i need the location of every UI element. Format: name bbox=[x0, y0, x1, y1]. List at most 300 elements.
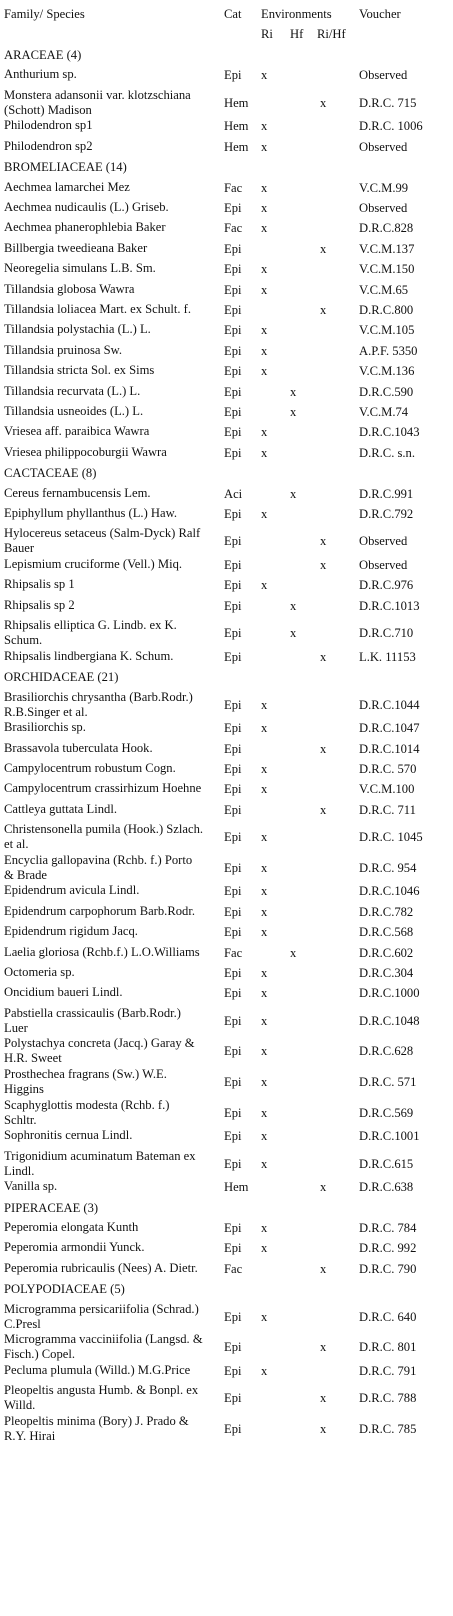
environment-mark: x bbox=[261, 1241, 268, 1256]
category-cell: Epi bbox=[224, 925, 242, 940]
species-name bbox=[4, 302, 220, 317]
species-name-line: Rhipsalis sp 1 bbox=[4, 577, 75, 592]
category-cell: Epi bbox=[224, 384, 242, 399]
species-name-line: Monstera adansonii var. klotzschiana bbox=[4, 87, 191, 102]
voucher-cell: D.R.C.1014 bbox=[359, 741, 420, 756]
table-row bbox=[0, 690, 453, 721]
table-row bbox=[0, 1240, 453, 1260]
voucher-cell: D.R.C.976 bbox=[359, 578, 414, 593]
environment-mark: x bbox=[261, 364, 268, 379]
category-cell: Epi bbox=[224, 762, 242, 776]
species-name bbox=[4, 1414, 220, 1444]
voucher-cell: V.C.M.137 bbox=[359, 241, 415, 256]
table-row bbox=[0, 1006, 453, 1037]
category-cell: Epi bbox=[224, 1105, 242, 1120]
species-name-line: et al. bbox=[4, 837, 29, 852]
environment-mark: x bbox=[261, 507, 268, 521]
table-row bbox=[0, 343, 453, 363]
category-cell: Epi bbox=[224, 507, 242, 521]
species-name-line: Philodendron sp1 bbox=[4, 118, 93, 133]
environment-mark: x bbox=[261, 323, 268, 338]
species-name-line: Tillandsia loliacea Mart. ex Schult. f. bbox=[4, 302, 192, 316]
voucher-cell: D.R.C.1013 bbox=[359, 598, 420, 613]
category-cell: Epi bbox=[224, 364, 242, 379]
table-row bbox=[0, 1179, 453, 1199]
environment-mark: x bbox=[320, 1421, 327, 1436]
voucher-cell: D.R.C. 711 bbox=[359, 802, 416, 817]
table-row bbox=[0, 741, 453, 761]
environment-mark: x bbox=[261, 1013, 268, 1028]
environment-mark: x bbox=[290, 598, 297, 613]
table-row bbox=[0, 1414, 453, 1445]
species-name-line: Lindl. bbox=[4, 1163, 35, 1178]
environment-mark: x bbox=[290, 384, 297, 399]
table-row bbox=[0, 557, 453, 577]
voucher-cell: D.R.C.710 bbox=[359, 626, 414, 641]
environment-mark: x bbox=[320, 1391, 327, 1406]
table-row bbox=[0, 1363, 453, 1383]
table-row bbox=[0, 598, 453, 618]
species-name bbox=[4, 1302, 220, 1332]
species-name bbox=[4, 1098, 220, 1128]
species-name-line: Brasiliorchis chrysantha (Barb.Rodr.) bbox=[4, 689, 193, 704]
species-name-line: Bauer bbox=[4, 541, 35, 556]
environment-mark: x bbox=[261, 1221, 268, 1235]
voucher-cell: D.R.C.1047 bbox=[359, 721, 420, 736]
species-name bbox=[4, 853, 220, 883]
species-name-line: Tillandsia pruinosa Sw. bbox=[4, 342, 123, 357]
category-cell: Epi bbox=[224, 884, 242, 899]
species-name bbox=[4, 985, 220, 1000]
voucher-cell: D.R.C.615 bbox=[359, 1156, 414, 1171]
voucher-cell: D.R.C. s.n. bbox=[359, 445, 415, 460]
species-name-line: Rhipsalis lindbergiana K. Schum. bbox=[4, 648, 174, 663]
species-name-line: Microgramma vacciniifolia (Langsd. & bbox=[4, 1332, 203, 1347]
category-cell: Epi bbox=[224, 445, 242, 460]
species-name-line: Rhipsalis sp 2 bbox=[4, 597, 75, 612]
species-name-line: Microgramma persicariifolia (Schrad.) bbox=[4, 1301, 199, 1316]
species-name bbox=[4, 67, 220, 82]
voucher-cell: L.K. 11153 bbox=[359, 649, 416, 664]
environment-mark: x bbox=[261, 262, 268, 277]
species-name-line: Cereus fernambucensis Lem. bbox=[4, 485, 151, 500]
category-cell: Epi bbox=[224, 282, 242, 297]
table-row bbox=[0, 649, 453, 669]
table-row bbox=[0, 1383, 453, 1414]
voucher-cell: D.R.C. 992 bbox=[359, 1241, 417, 1256]
category-cell: Epi bbox=[224, 966, 242, 980]
environment-mark: x bbox=[261, 966, 268, 980]
species-name bbox=[4, 118, 220, 133]
species-name bbox=[4, 618, 220, 648]
environment-mark: x bbox=[261, 1105, 268, 1120]
species-name-line: Epidendrum avicula Lindl. bbox=[4, 883, 140, 898]
table-row bbox=[0, 965, 453, 985]
species-name bbox=[4, 1261, 220, 1276]
environment-mark: x bbox=[261, 860, 268, 875]
category-cell: Fac bbox=[224, 945, 243, 960]
species-name-line: Trigonidium acuminatum Bateman ex bbox=[4, 1148, 196, 1163]
environment-mark: x bbox=[261, 697, 268, 712]
species-name-line: Tillandsia recurvata (L.) L. bbox=[4, 383, 141, 398]
environment-mark: x bbox=[261, 343, 268, 358]
voucher-cell: V.C.M.150 bbox=[359, 262, 415, 277]
environment-mark: x bbox=[261, 445, 268, 460]
category-cell: Epi bbox=[224, 1075, 242, 1089]
environment-mark: x bbox=[261, 1156, 268, 1171]
environment-mark: x bbox=[320, 303, 327, 317]
species-name bbox=[4, 282, 220, 297]
table-row bbox=[0, 67, 453, 87]
column-header-environments: Environments bbox=[261, 7, 332, 21]
species-name bbox=[4, 781, 220, 796]
species-name bbox=[4, 598, 220, 613]
table-row bbox=[0, 720, 453, 740]
voucher-cell: D.R.C.1048 bbox=[359, 1013, 420, 1028]
species-name-line: Pleopeltis angusta Humb. & Bonpl. ex bbox=[4, 1383, 199, 1398]
species-name-line: Oncidium baueri Lindl. bbox=[4, 985, 123, 1000]
voucher-cell: D.R.C.792 bbox=[359, 507, 414, 521]
species-name bbox=[4, 1036, 220, 1066]
category-cell: Epi bbox=[224, 860, 242, 875]
category-cell: Epi bbox=[224, 782, 242, 797]
voucher-cell: D.R.C.1043 bbox=[359, 425, 420, 440]
category-cell: Epi bbox=[224, 1129, 242, 1144]
species-name-line: Polystachya concreta (Jacq.) Garay & bbox=[4, 1036, 195, 1051]
species-name bbox=[4, 649, 220, 664]
species-name-line: Hylocereus setaceus (Salm-Dyck) Ralf bbox=[4, 526, 201, 541]
species-name-line: Vriesea philippocoburgii Wawra bbox=[4, 444, 167, 459]
environment-mark: x bbox=[261, 139, 268, 154]
species-name bbox=[4, 1067, 220, 1097]
species-name bbox=[4, 577, 220, 592]
environment-mark: x bbox=[261, 1309, 268, 1324]
species-name-line: Anthurium sp. bbox=[4, 67, 77, 82]
environment-mark: x bbox=[261, 1044, 268, 1059]
table-row bbox=[0, 985, 453, 1005]
family-name: ARACEAE (4) bbox=[4, 48, 82, 62]
voucher-cell: V.C.M.100 bbox=[359, 782, 415, 797]
environment-mark: x bbox=[261, 282, 268, 297]
voucher-cell: D.R.C.828 bbox=[359, 221, 414, 236]
voucher-cell: D.R.C. 790 bbox=[359, 1261, 417, 1276]
table-row bbox=[0, 781, 453, 801]
voucher-cell: V.C.M.105 bbox=[359, 323, 415, 338]
voucher-cell: D.R.C. 954 bbox=[359, 860, 417, 875]
category-cell: Epi bbox=[224, 1363, 242, 1378]
table-row bbox=[0, 822, 453, 853]
environment-mark: x bbox=[320, 95, 327, 110]
category-cell: Epi bbox=[224, 201, 242, 215]
family-name: POLYPODIACEAE (5) bbox=[4, 1282, 125, 1297]
voucher-cell: D.R.C. 788 bbox=[359, 1391, 417, 1406]
environment-mark: x bbox=[261, 904, 268, 919]
category-cell: Epi bbox=[224, 697, 242, 712]
voucher-cell: D.R.C. 570 bbox=[359, 762, 417, 776]
voucher-cell: D.R.C. 1045 bbox=[359, 830, 423, 845]
species-name bbox=[4, 526, 220, 556]
species-name-line: Cattleya guttata Lindl. bbox=[4, 801, 117, 816]
species-name-line: Schum. bbox=[4, 633, 43, 648]
species-name-line: Brassavola tuberculata Hook. bbox=[4, 740, 153, 755]
table-row bbox=[0, 445, 453, 465]
category-cell: Epi bbox=[224, 1013, 242, 1028]
environment-mark: x bbox=[261, 221, 268, 236]
species-name-line: Philodendron sp2 bbox=[4, 138, 93, 153]
table-row bbox=[0, 945, 453, 965]
environment-mark: x bbox=[290, 626, 297, 641]
voucher-cell: V.C.M.136 bbox=[359, 364, 415, 379]
table-row bbox=[0, 200, 453, 220]
environment-mark: x bbox=[261, 884, 268, 899]
table-row bbox=[0, 1332, 453, 1363]
species-name-line: Pecluma plumula (Willd.) M.G.Price bbox=[4, 1362, 191, 1377]
table-row bbox=[0, 1128, 453, 1148]
environment-mark: x bbox=[320, 649, 327, 664]
species-name-line: C.Presl bbox=[4, 1316, 41, 1331]
environment-mark: x bbox=[261, 1075, 268, 1089]
species-name-line: H.R. Sweet bbox=[4, 1051, 62, 1066]
table-row bbox=[0, 577, 453, 597]
species-name-line: Lepismium cruciforme (Vell.) Miq. bbox=[4, 557, 183, 571]
species-name-line: Luer bbox=[4, 1020, 28, 1035]
table-row bbox=[0, 1036, 453, 1067]
category-cell: Epi bbox=[224, 534, 242, 549]
table-row bbox=[0, 424, 453, 444]
table-row bbox=[0, 220, 453, 240]
species-name bbox=[4, 88, 220, 118]
category-cell: Epi bbox=[224, 425, 242, 440]
category-cell: Epi bbox=[224, 241, 242, 256]
species-name bbox=[4, 180, 220, 195]
voucher-cell: D.R.C. 791 bbox=[359, 1363, 417, 1378]
category-cell: Hem bbox=[224, 139, 249, 154]
species-name-line: Fisch.) Copel. bbox=[4, 1347, 76, 1362]
species-name-line: Rhipsalis elliptica G. Lindb. ex K. bbox=[4, 618, 177, 633]
category-cell: Epi bbox=[224, 1421, 242, 1436]
category-cell: Epi bbox=[224, 986, 242, 1001]
species-name bbox=[4, 1332, 220, 1362]
species-name-line: Brasiliorchis sp. bbox=[4, 720, 86, 735]
species-name bbox=[4, 1179, 220, 1194]
species-name-line: Aechmea lamarchei Mez bbox=[4, 179, 130, 194]
species-name bbox=[4, 690, 220, 720]
voucher-cell: Observed bbox=[359, 139, 408, 154]
category-cell: Hem bbox=[224, 1180, 249, 1195]
species-name-line: Tillandsia globosa Wawra bbox=[4, 281, 135, 296]
table-row bbox=[0, 180, 453, 200]
environment-mark: x bbox=[320, 802, 327, 817]
voucher-cell: D.R.C. 571 bbox=[359, 1075, 417, 1089]
category-cell: Epi bbox=[224, 1156, 242, 1171]
species-name-line: Aechmea phanerophlebia Baker bbox=[4, 220, 166, 235]
category-cell: Aci bbox=[224, 486, 243, 501]
environment-mark: x bbox=[261, 119, 268, 134]
voucher-cell: D.R.C.1044 bbox=[359, 697, 420, 712]
species-name bbox=[4, 486, 220, 501]
voucher-cell: D.R.C.1000 bbox=[359, 986, 420, 1001]
family-name: PIPERACEAE (3) bbox=[4, 1200, 99, 1215]
category-cell: Hem bbox=[224, 95, 249, 110]
voucher-cell: Observed bbox=[359, 201, 408, 215]
table-row bbox=[0, 618, 453, 649]
environment-mark: x bbox=[261, 1129, 268, 1144]
species-name bbox=[4, 424, 220, 439]
voucher-cell: D.R.C.590 bbox=[359, 384, 414, 399]
species-name bbox=[4, 200, 220, 215]
species-name-line: R.Y. Hirai bbox=[4, 1428, 56, 1443]
species-name-line: Christensonella pumila (Hook.) Szlach. bbox=[4, 822, 204, 837]
voucher-cell: D.R.C.569 bbox=[359, 1105, 414, 1120]
environment-mark: x bbox=[290, 405, 297, 419]
species-name-line: Peperomia rubricaulis (Nees) A. Dietr. bbox=[4, 1260, 198, 1275]
environment-mark: x bbox=[261, 925, 268, 940]
environment-mark: x bbox=[261, 782, 268, 797]
family-name: CACTACEAE (8) bbox=[4, 466, 97, 481]
species-name-line: (Schott) Madison bbox=[4, 102, 92, 117]
voucher-cell: D.R.C. 801 bbox=[359, 1340, 417, 1355]
species-name-line: Willd. bbox=[4, 1398, 36, 1413]
voucher-cell: D.R.C.304 bbox=[359, 966, 414, 980]
family-name: ORCHIDACEAE (21) bbox=[4, 670, 119, 685]
species-name bbox=[4, 343, 220, 358]
species-name bbox=[4, 741, 220, 756]
species-name-line: Pabstiella crassicaulis (Barb.Rodr.) bbox=[4, 1005, 181, 1020]
table-row bbox=[0, 88, 453, 119]
table-row bbox=[0, 526, 453, 557]
species-name bbox=[4, 1240, 220, 1255]
table-row bbox=[0, 363, 453, 383]
table-row bbox=[0, 904, 453, 924]
environment-mark: x bbox=[320, 1261, 327, 1276]
category-cell: Epi bbox=[224, 802, 242, 817]
table-row bbox=[0, 1098, 453, 1129]
species-name bbox=[4, 1149, 220, 1179]
species-name-line: Campylocentrum robustum Cogn. bbox=[4, 761, 176, 775]
column-header-cat: Cat bbox=[224, 7, 242, 21]
species-name bbox=[4, 139, 220, 154]
table-row bbox=[0, 883, 453, 903]
table-row bbox=[0, 118, 453, 138]
table-row bbox=[0, 384, 453, 404]
category-cell: Epi bbox=[224, 1309, 242, 1324]
category-cell: Epi bbox=[224, 1391, 242, 1406]
category-cell: Epi bbox=[224, 578, 242, 593]
environment-mark: x bbox=[261, 180, 268, 195]
table-row bbox=[0, 506, 453, 526]
environment-mark: x bbox=[261, 578, 268, 593]
species-name bbox=[4, 904, 220, 919]
voucher-cell: D.R.C.628 bbox=[359, 1044, 414, 1059]
table-row bbox=[0, 486, 453, 506]
species-name-line: Pleopeltis minima (Bory) J. Prado & bbox=[4, 1413, 189, 1428]
species-name-line: Octomeria sp. bbox=[4, 965, 75, 979]
species-name bbox=[4, 1363, 220, 1378]
environment-mark: x bbox=[320, 558, 327, 572]
environment-mark: x bbox=[261, 721, 268, 736]
species-name bbox=[4, 363, 220, 378]
voucher-cell: D.R.C. 640 bbox=[359, 1309, 417, 1324]
species-name bbox=[4, 241, 220, 256]
table-row bbox=[0, 302, 453, 322]
voucher-cell: Observed bbox=[359, 558, 408, 572]
species-name-line: Tillandsia stricta Sol. ex Sims bbox=[4, 363, 155, 378]
voucher-cell: D.R.C.568 bbox=[359, 925, 414, 940]
species-name-line: Aechmea nudicaulis (L.) Griseb. bbox=[4, 200, 169, 214]
column-header-rihf: Ri/Hf bbox=[317, 27, 346, 41]
species-name bbox=[4, 384, 220, 399]
species-name-line: Vanilla sp. bbox=[4, 1179, 58, 1194]
table-row bbox=[0, 139, 453, 159]
voucher-cell: Observed bbox=[359, 534, 408, 549]
environment-mark: x bbox=[320, 1340, 327, 1355]
species-name bbox=[4, 720, 220, 735]
category-cell: Fac bbox=[224, 180, 243, 195]
voucher-cell: D.R.C. 784 bbox=[359, 1221, 417, 1235]
voucher-cell: V.C.M.74 bbox=[359, 405, 409, 419]
species-name bbox=[4, 506, 220, 521]
category-cell: Epi bbox=[224, 323, 242, 338]
category-cell: Hem bbox=[224, 119, 249, 134]
environment-mark: x bbox=[261, 1363, 268, 1378]
category-cell: Fac bbox=[224, 1261, 243, 1276]
category-cell: Epi bbox=[224, 1044, 242, 1059]
species-name bbox=[4, 761, 220, 776]
voucher-cell: D.R.C.991 bbox=[359, 486, 414, 501]
environment-mark: x bbox=[320, 1180, 327, 1195]
species-name-line: R.B.Singer et al. bbox=[4, 704, 88, 719]
environment-mark: x bbox=[320, 241, 327, 256]
table-row bbox=[0, 282, 453, 302]
species-name-line: Encyclia gallopavina (Rchb. f.) Porto bbox=[4, 852, 193, 867]
environment-mark: x bbox=[261, 986, 268, 1001]
species-name-line: Tillandsia usneoides (L.) L. bbox=[4, 404, 144, 418]
species-name bbox=[4, 322, 220, 337]
category-cell: Epi bbox=[224, 343, 242, 358]
species-name bbox=[4, 965, 220, 980]
environment-mark: x bbox=[290, 486, 297, 501]
voucher-cell: A.P.F. 5350 bbox=[359, 343, 418, 358]
species-name bbox=[4, 557, 220, 572]
environment-mark: x bbox=[320, 741, 327, 756]
environment-mark: x bbox=[261, 425, 268, 440]
category-cell: Fac bbox=[224, 221, 243, 236]
species-name bbox=[4, 883, 220, 898]
category-cell: Epi bbox=[224, 303, 242, 317]
environment-mark: x bbox=[261, 68, 268, 83]
species-name bbox=[4, 261, 220, 276]
category-cell: Epi bbox=[224, 1221, 242, 1235]
environment-mark: x bbox=[261, 830, 268, 845]
voucher-cell: D.R.C. 785 bbox=[359, 1421, 417, 1436]
species-name-line: Laelia gloriosa (Rchb.f.) L.O.Williams bbox=[4, 944, 200, 959]
species-name-line: Epidendrum carpophorum Barb.Rodr. bbox=[4, 903, 195, 918]
table-row bbox=[0, 1067, 453, 1098]
environment-mark: x bbox=[290, 945, 297, 960]
voucher-cell: V.C.M.65 bbox=[359, 282, 409, 297]
category-cell: Epi bbox=[224, 558, 242, 572]
category-cell: Epi bbox=[224, 626, 242, 641]
species-name-line: Tillandsia polystachia (L.) L. bbox=[4, 322, 151, 337]
table-row bbox=[0, 1220, 453, 1240]
species-name bbox=[4, 1220, 220, 1235]
environment-mark: x bbox=[320, 534, 327, 549]
environment-mark: x bbox=[261, 201, 268, 215]
category-cell: Epi bbox=[224, 1340, 242, 1355]
table-row bbox=[0, 853, 453, 884]
column-header-ri: Ri bbox=[261, 27, 273, 41]
species-name-line: Prosthechea fragrans (Sw.) W.E. bbox=[4, 1067, 167, 1081]
